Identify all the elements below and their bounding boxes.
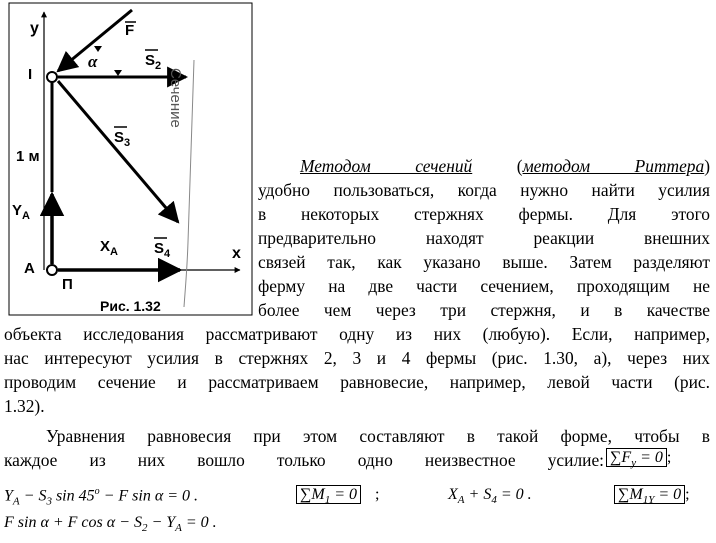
figure-caption: Рис. 1.32 (100, 298, 161, 314)
equation-1: $Y_A - S_3$ $\sin 45^o - F$ sin α = 0 . (4, 486, 199, 508)
label-x: x (232, 245, 241, 262)
label-S3: $S_3$ (114, 129, 131, 149)
label-y: y (30, 20, 39, 37)
equation-3: F sin α + F $\cos \alpha - S_2 - Y_A = 0$ . (4, 514, 217, 535)
text-line-9: нас интересуют усилия в стержнях 2, 3 и 4 фермы (рис. 1.30, а), через них (4, 348, 710, 368)
text-line-13: каждое из них вошло только одно неизвестное усилие: (4, 450, 604, 470)
text-line-12: Уравнения равновесия при этом составляют в такой форме, чтобы в (46, 426, 710, 446)
equation-2: $X_A + S_4 = 0$ . (448, 486, 532, 507)
intro-italic-2: методом Риттера (522, 156, 705, 176)
label-YA: $Y_A$ (12, 202, 30, 222)
label-A: A (24, 260, 35, 277)
figure-frame (9, 3, 252, 315)
text-line-2: удобно пользоваться, когда нужно найти усилия (258, 180, 710, 200)
joint-A (47, 265, 57, 275)
text-line-4: предварительно находят реакции внешних (258, 228, 710, 248)
joint-I (47, 72, 57, 82)
box-sum-fy: $\sum F_y = 0$ ; (606, 449, 671, 469)
text-line-8: объекта исследования рассматривают одну из них (любую). Если, например, (4, 324, 710, 344)
intro-italic-1: Методом сечений (300, 156, 473, 176)
text-line-11: 1.32). (4, 396, 45, 416)
truss-figure (8, 2, 254, 318)
label-F: F (125, 22, 135, 39)
box-sum-m1: $\sum M_1 = 0$ ; (296, 486, 379, 506)
text-line-3: в некоторых стержнях фермы. Для этого (258, 204, 710, 224)
alpha-mark-2 (114, 70, 122, 76)
label-section: Сечение (167, 68, 184, 128)
s3-arrow (58, 81, 178, 222)
label-alpha: α (88, 52, 98, 71)
text-line-1: Методом сечений (методом Риттера) (300, 156, 710, 176)
text-line-10: проводим сечение и рассматриваем равновесие, например, левой части (рис. (4, 372, 710, 392)
label-S4: $S_4$ (154, 240, 171, 260)
label-1m: 1 м (16, 148, 40, 165)
truss-diagram (8, 2, 254, 318)
text-line-5: связей так, как указано выше. Затем разделяют (258, 252, 710, 272)
text-line-6: ферму на две части сечением, проходящим не (258, 276, 710, 296)
box-sum-m1y: $\sum M_{1Y} = 0$ ; (614, 486, 690, 506)
label-XA: $X_A$ (100, 238, 118, 258)
label-I: I (28, 66, 33, 83)
text-line-7: более чем через три стержня, и в качестве (258, 300, 710, 320)
label-S2: $S_2$ (145, 52, 162, 72)
label-P: П (62, 276, 73, 293)
